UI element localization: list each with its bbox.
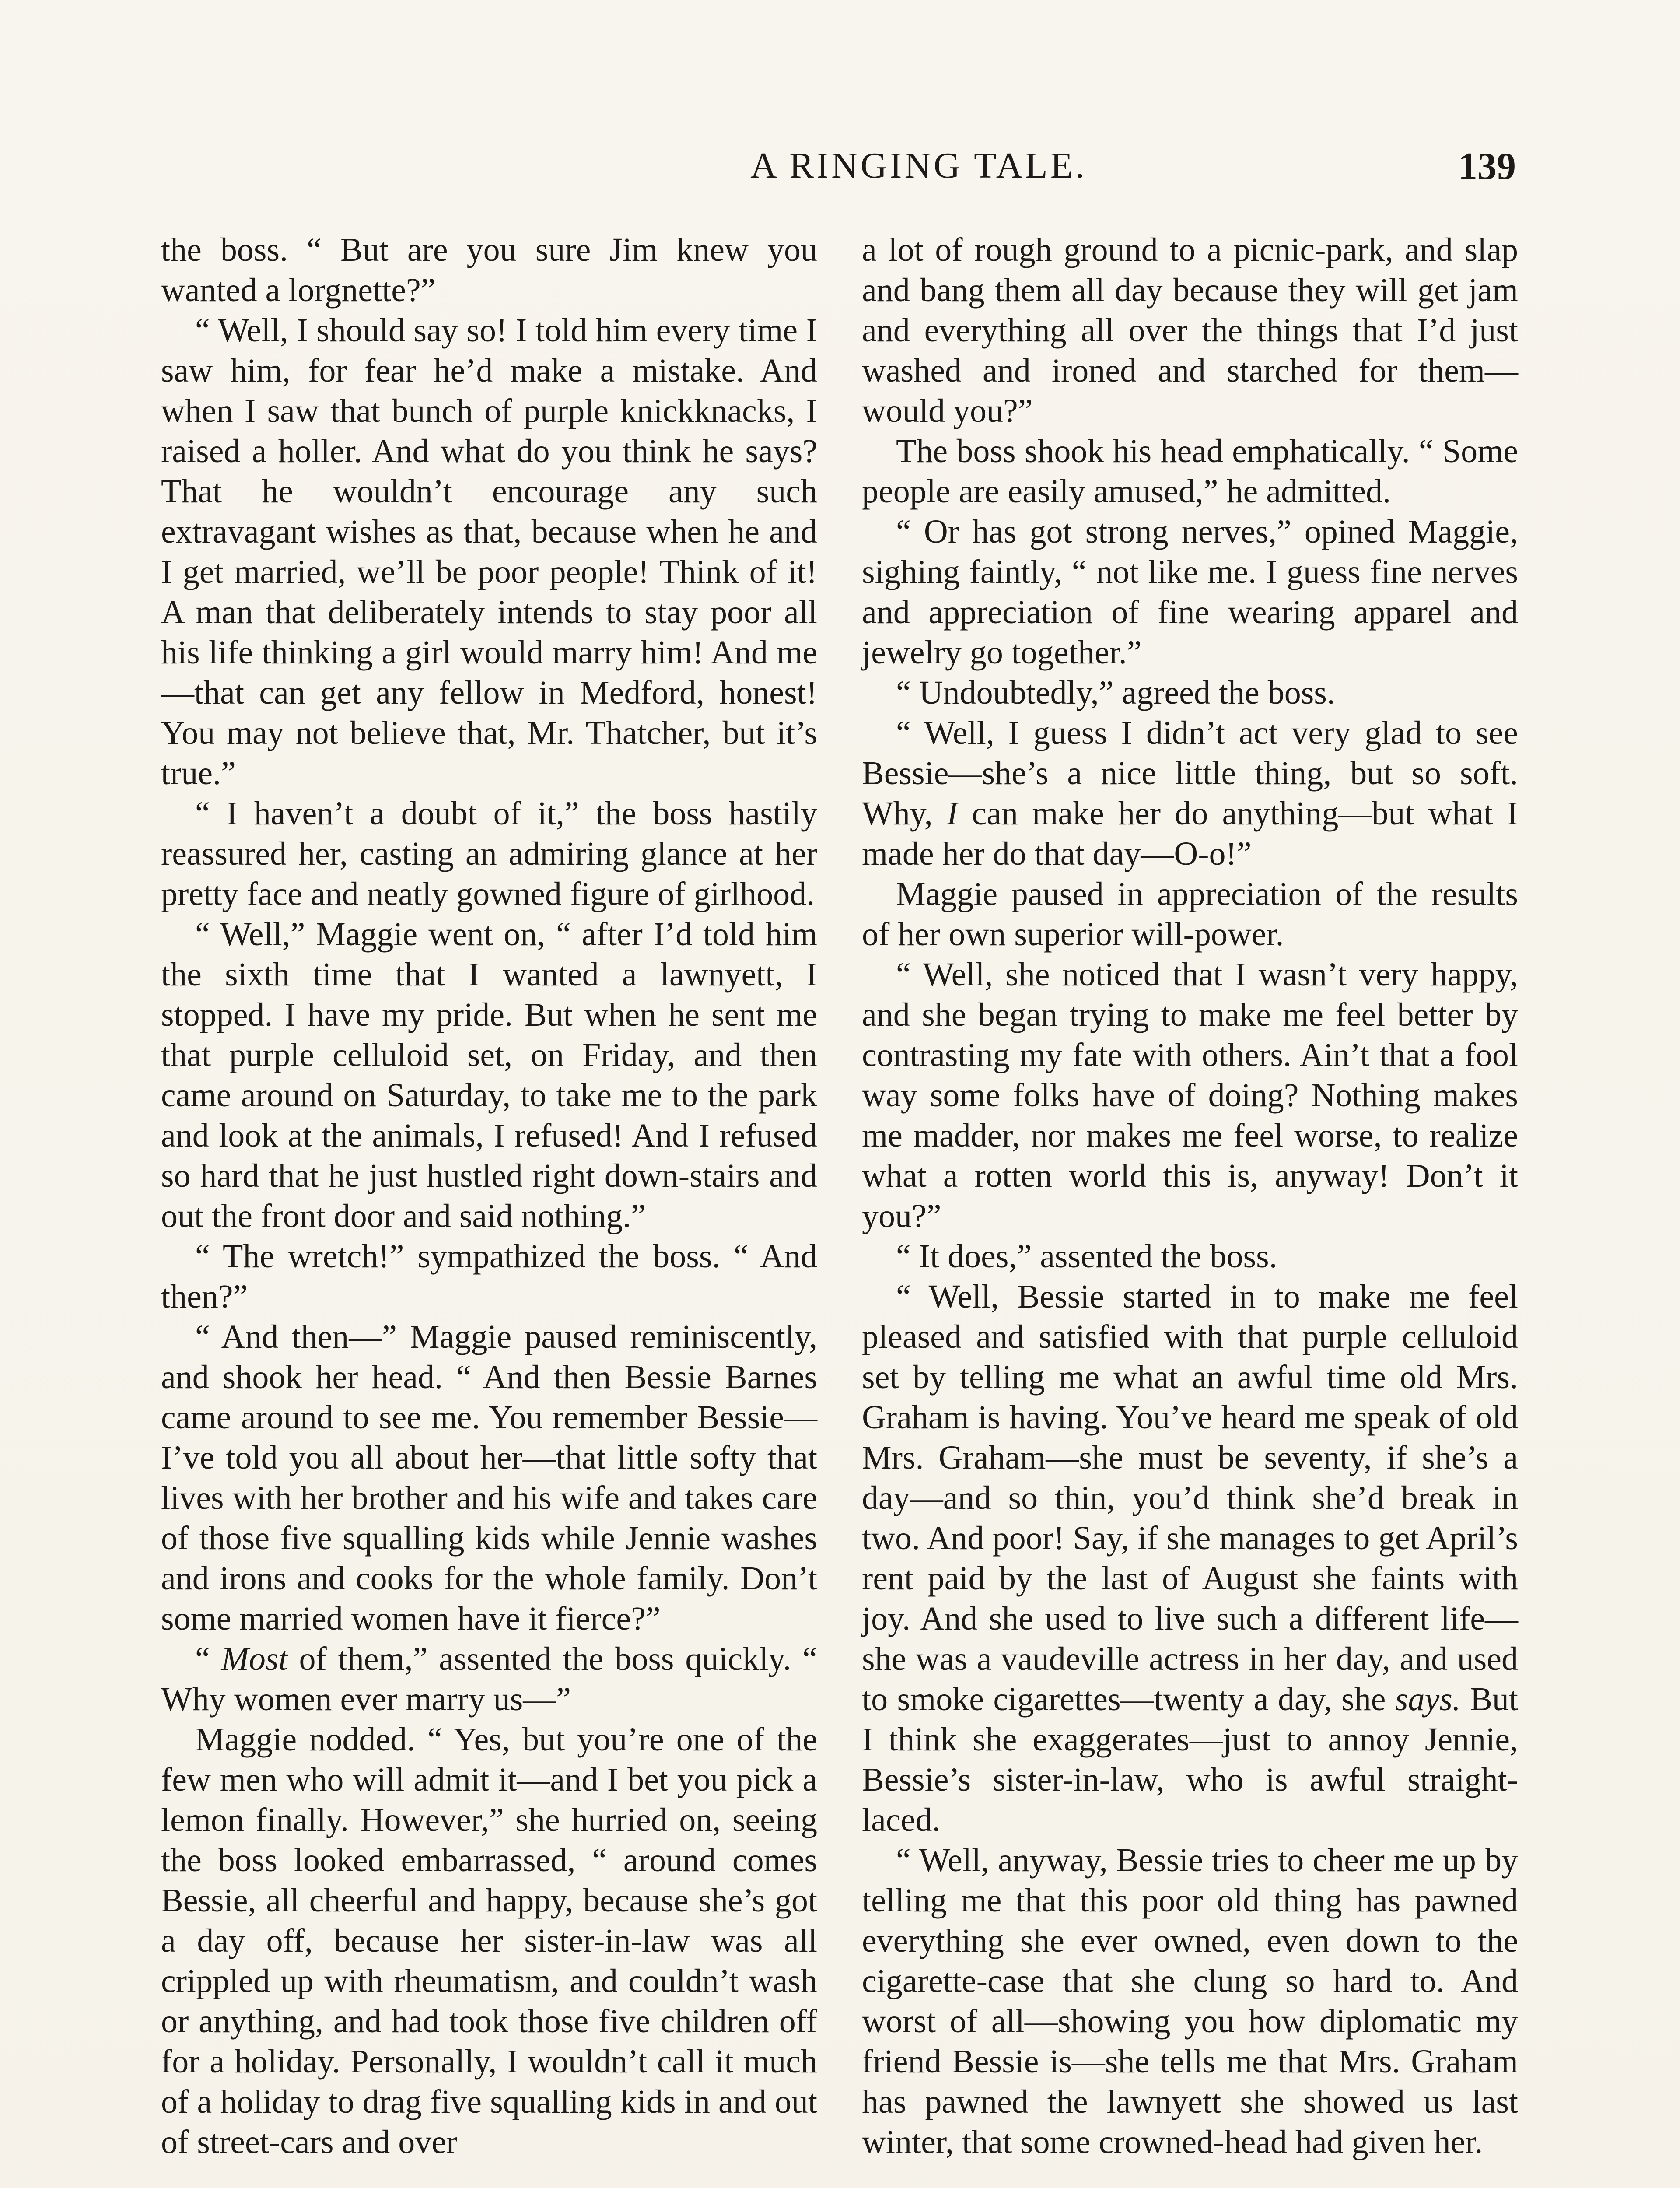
paragraph-text: “ Well, I guess I didn’t act very glad to see Bessie—she’s a nice little thing, but so soft. Why, [862,715,1518,832]
paragraph: the boss. “ But are you sure Jim knew you wanted a lorgnette?” [161,231,817,309]
paragraph-graham [862,1276,1518,1840]
paragraph-most [161,1639,817,1719]
paragraph-text: of them,” assented the boss quickly. “ Why women ever marry us—” [161,1641,818,1718]
paragraph: Maggie nodded. “ Yes, but you’re one of the few men who will admit it—and I bet you pick a lemon finally. However,” she hurried on, seeing the boss looked embarrassed, “ around comes Bessie, all cheerful and happy, because she’s got a day off, because her sister-in-law was all crippled up with rheumatism, and couldn’t wash or anything, and had took those five children off for a holiday. Personally, I wouldn’t call it much of a holiday to drag five squalling kids in and out of street-cars and over [161,1721,817,2160]
open-quote: “ [195,1641,221,1677]
right-column [862,230,1518,2162]
paragraph-text: can make her do anything—but what I made her do that day—O-o!” [862,795,1518,872]
paragraph: The boss shook his head emphatically. “ Some people are easily amused,” he admitted. [862,433,1518,510]
italic-emphasis: I [947,795,958,832]
paragraph: “ Or has got strong nerves,” opined Maggie, sighing faintly, “ not like me. I guess fine nerves and appreciation of fine wearing apparel and jewelry go together.” [862,513,1518,671]
paragraph-text: But I think she exaggerates—just to annoy Jennie, Bessie’s sister-in-law, who is awful straight-laced. [862,1681,1519,1838]
italic-emphasis: says. [1395,1681,1461,1718]
paragraph: “ The wretch!” sympathized the boss. “ And then?” [161,1238,817,1315]
page-number: 139 [1458,145,1516,188]
paragraph: “ Well, anyway, Bessie tries to cheer me up by telling me that this poor old thing has pawned everything she ever owned, even down to the cigarette-case that she clung so hard to. And worst of all—showing you how diplomatic my friend Bessie is—she tells me that Mrs. Graham has pawned the lawnyett she showed us last winter, that some crowned-head had given her. [862,1842,1518,2160]
paragraph: Maggie paused in appreciation of the results of her own superior will-power. [862,876,1518,953]
paragraph: “ And then—” Maggie paused reminiscently, and shook her head. “ And then Bessie Barnes came around to see me. You remember Bessie—I’ve told you all about her—that little softy that lives with her brother and his wife and takes care of those five squalling kids while Jennie washes and irons and cooks for the whole family. Don’t some married women have it fierce?” [161,1318,817,1637]
italic-emphasis: Most [221,1641,288,1677]
paragraph: “ I haven’t a doubt of it,” the boss hastily reassured her, casting an admiring glance at her pretty face and neatly gowned figure of girlhood. [161,795,817,912]
paragraph: a lot of rough ground to a picnic-park, and slap and bang them all day because they will get jam and everything all over the things that I’d just washed and ironed and starched for them—would you?” [862,231,1518,429]
paragraph-text: “ Well, Bessie started in to make me feel pleased and satisfied with that purple celluloid set by telling me what an awful time old Mrs. Graham is having. You’ve heard me speak of old Mrs. Graham—she must be seventy, if she’s a day—and so thin, you’d think she’d break in two. And poor! Say, if she manages to get April’s rent paid by the last of August she faints with joy. And she used to live such a different life—she was a vaudeville actress in her day, and used to smoke cigarettes—twenty a day, she [862,1278,1518,1718]
paragraph: “ Well, she noticed that I wasn’t very happy, and she began trying to make me feel better by contrasting my fate with others. Ain’t that a fool way some folks have of doing? Nothing makes me madder, nor makes me feel worse, to realize what a rotten world this is, anyway! Don’t it you?” [862,956,1518,1234]
paragraph: “ Undoubtedly,” agreed the boss. [896,674,1335,711]
paragraph: “ Well, I should say so! I told him every time I saw him, for fear he’d make a mistake. And when I saw that bunch of purple knickknacks, I raised a holler. And what do you think he says? That he wouldn’t encourage any such extravagant wishes as that, because when he and I get married, we’ll be poor people! Think of it! A man that deliberately intends to stay poor all his life thinking a girl would marry him! And me—that can get any fellow in Medford, honest! You may not believe that, Mr. Thatcher, but it’s true.” [161,312,817,792]
paragraph-bessie [862,713,1518,874]
running-title: A RINGING TALE. [750,145,1087,186]
paragraph: “ It does,” assented the boss. [896,1238,1278,1275]
left-column [161,230,817,2162]
paragraph: “ Well,” Maggie went on, “ after I’d told him the sixth time that I wanted a lawnyett, I stopped. I have my pride. But when he sent me that purple celluloid set, on Friday, and then came around on Saturday, to take me to the park and look at the animals, I refused! And I refused so hard that he just hustled right down-stairs and out the front door and said nothing.” [161,916,817,1234]
